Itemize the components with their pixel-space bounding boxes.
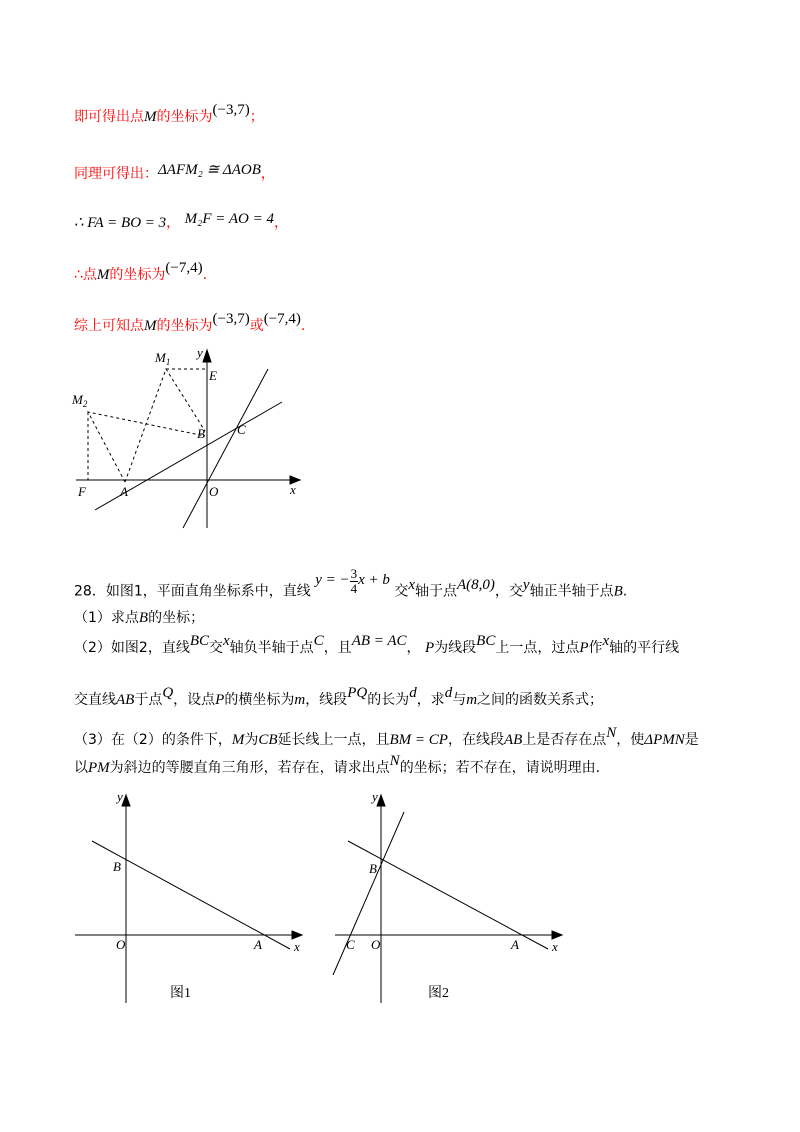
text: 以 [74, 760, 88, 776]
text: 的坐标为 [156, 109, 213, 125]
text: 轴负半轴于点 [229, 640, 314, 656]
fig2-label-O: O [371, 937, 381, 952]
math-var: N [389, 753, 400, 769]
text: 为 [244, 732, 259, 748]
text: 交 [394, 583, 409, 600]
text: ， [273, 215, 288, 231]
text: 交直线 [74, 692, 116, 708]
math-expr: ΔPMN [644, 732, 685, 748]
fig2-caption: 图2 [428, 986, 449, 1001]
math-var: P [424, 640, 435, 656]
fig2-label-x: x [552, 939, 558, 954]
fig2-line-BC [333, 812, 404, 975]
text: 上是否存在点 [522, 732, 607, 748]
question-1 [74, 607, 204, 627]
text: . [300, 318, 306, 334]
coordinate: (−3,7) [212, 311, 250, 327]
text: 为斜边的等腰直角三角形，若存在，请求出点 [109, 760, 390, 776]
label-B: B [197, 426, 205, 441]
fig1-line-AB [92, 841, 290, 949]
math-var: AB [503, 732, 523, 748]
math-var: P [215, 692, 225, 708]
congruence-expr: ΔAFM₂ ≅ ΔAOB [158, 162, 261, 178]
label-x: x [290, 482, 296, 497]
coordinate: (−7,4) [263, 311, 301, 327]
text: 延长线上一点，且 [277, 732, 390, 748]
text: ，线段 [305, 692, 348, 708]
math-var: m [294, 692, 306, 708]
text: 与 [452, 692, 467, 708]
text: ∴点 [74, 267, 97, 283]
fig1-caption: 图1 [170, 986, 191, 1001]
question-2 [74, 633, 680, 657]
equation: AB = AC [351, 633, 407, 649]
equation: M₂F = AO = 4 [184, 211, 274, 227]
label-y: y [197, 345, 203, 360]
label-A: A [120, 484, 128, 499]
label-C: C [237, 422, 246, 437]
triangle-M1 [125, 369, 205, 482]
fig1-y-arrow [122, 795, 130, 806]
math-var: B [613, 583, 623, 600]
math-var: BC [189, 633, 209, 649]
text: ， [260, 166, 275, 182]
math-var: y [522, 576, 530, 593]
math-var: B [138, 610, 149, 626]
math-var: Q [162, 685, 174, 701]
text: 如图1，平面直角坐标系中，直线 [105, 583, 311, 600]
fig2-label-y: y [372, 789, 378, 804]
text: ，使 [616, 732, 645, 748]
math-var: M [231, 732, 245, 748]
line-BC [183, 369, 268, 528]
fig1-label-O: O [116, 937, 126, 952]
fig2-y-arrow [377, 795, 385, 806]
fig2-label-C: C [346, 937, 355, 952]
text: 的坐标；若不存在，请说明理由. [399, 760, 601, 776]
math-var: M [144, 109, 157, 125]
text: ； [249, 109, 264, 125]
fig2-label-A: A [511, 937, 519, 952]
equation-part: y = − [315, 571, 350, 588]
math-var: d [409, 685, 417, 701]
text: ， [166, 215, 181, 231]
text: 的坐标为 [156, 318, 213, 334]
question-3 [74, 725, 699, 749]
text: ，交 [494, 583, 523, 600]
text: 轴正半轴于点 [529, 583, 614, 600]
text: 的横坐标为 [224, 692, 295, 708]
coordinate: (−7,4) [165, 260, 203, 276]
math-var: AB [116, 692, 135, 708]
text: 于点 [134, 692, 163, 708]
text: 轴于点 [415, 583, 458, 600]
text: 是 [684, 732, 699, 748]
fig2-line-AB [348, 841, 548, 949]
label-E: E [209, 368, 217, 383]
question-3-continued [74, 753, 601, 777]
text: 上一点，过点 [495, 640, 580, 656]
fig1-label-A: A [254, 937, 262, 952]
math-var: d [444, 685, 453, 701]
math-var: P [579, 640, 589, 656]
text: 的坐标； [148, 610, 205, 626]
label-O: O [209, 484, 219, 499]
math-var: C [313, 633, 324, 649]
text: 的长为 [367, 692, 410, 708]
math-var: PQ [347, 685, 368, 701]
text: ，设点 [173, 692, 216, 708]
label-M1: $M_1$ [155, 350, 171, 367]
text: 交 [209, 640, 223, 656]
text: 综上可知点 [74, 318, 144, 334]
equation: BM = CP [389, 732, 448, 748]
fig1-x-arrow [292, 931, 302, 939]
math-var: m [466, 692, 478, 708]
equation: ∴ FA = BO = 3 [74, 215, 167, 231]
math-var: M [144, 318, 157, 334]
text: 同理可得出： [74, 166, 158, 182]
fig2-x-arrow [552, 931, 562, 939]
text: 即可得出点 [74, 109, 144, 125]
fraction-denominator: 4 [350, 581, 358, 596]
math-var: BC [476, 633, 496, 649]
math-var: CB [258, 732, 278, 748]
math-var: x [602, 633, 610, 649]
math-var: M [96, 267, 110, 283]
text: 之间的函数关系式； [477, 692, 604, 708]
fraction [350, 567, 359, 596]
label-M2: $M_2$ [72, 392, 88, 409]
text: （3）在（2）的条件下， [74, 732, 232, 748]
triangle-M2 [88, 412, 205, 482]
math-var: N [606, 725, 617, 741]
text: 的坐标为 [109, 267, 166, 283]
text: . [622, 583, 628, 600]
math-var: PM [88, 760, 110, 776]
text: （2）如图2，直线 [74, 640, 190, 656]
fig1-label-x: x [294, 939, 300, 954]
text: （1）求点 [74, 610, 139, 626]
problem-number: 28． [74, 583, 106, 600]
equation-part: x + b [358, 571, 390, 588]
text: 作 [588, 640, 603, 656]
problem-intro [74, 566, 628, 606]
text: ，求 [416, 692, 445, 708]
fig1-label-y: y [117, 789, 123, 804]
math-var: x [408, 576, 416, 593]
y-axis-arrow [203, 350, 211, 362]
text: . [202, 267, 208, 283]
fig2-label-B: B [369, 861, 377, 876]
math-var: x [223, 633, 230, 649]
text: ，在线段 [447, 732, 504, 748]
question-2-continued [74, 685, 604, 709]
fig1-label-B: B [113, 859, 121, 874]
coordinate: (−3,7) [212, 102, 250, 118]
point-A: A(8,0) [457, 576, 495, 593]
text: ， [406, 640, 421, 656]
text: 或 [249, 318, 264, 334]
text: 为线段 [434, 640, 477, 656]
text: 轴的平行线 [609, 640, 680, 656]
label-F: F [78, 484, 86, 499]
text: ，且 [323, 640, 352, 656]
fraction-numerator: 3 [350, 566, 358, 581]
